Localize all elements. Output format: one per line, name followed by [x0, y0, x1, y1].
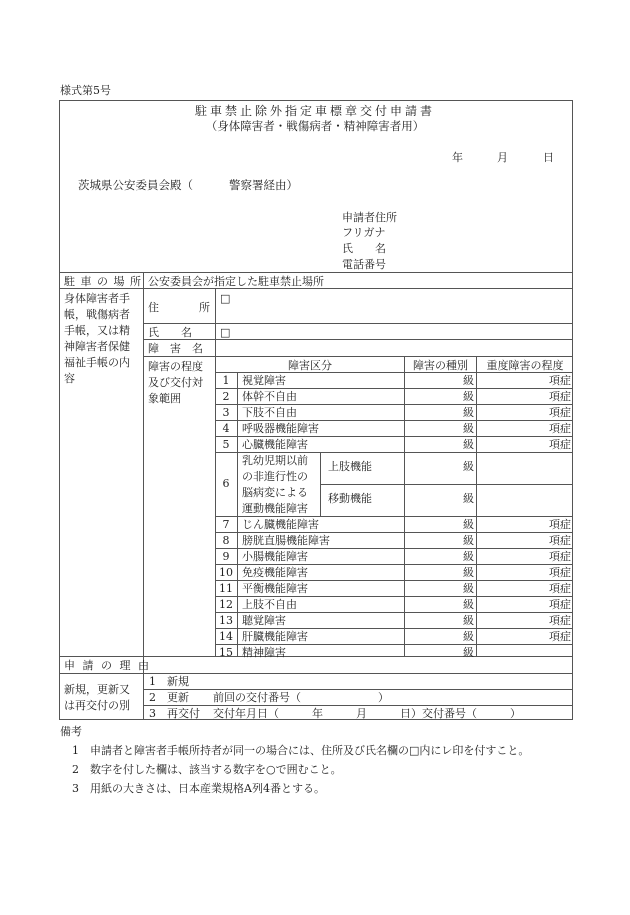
row-grade[interactable]: 級: [463, 566, 474, 579]
reason-label: 申 請 の 理 由: [64, 659, 151, 672]
row-name-line: の非進行性の: [242, 470, 308, 483]
degree-label-line: 象範囲: [148, 392, 181, 405]
addressee-prefix: 茨城県公安委員会殿（: [78, 178, 193, 192]
date-day[interactable]: 日: [543, 151, 554, 164]
grid-hline: [215, 420, 573, 421]
row-number: 9: [222, 550, 230, 563]
row-grade[interactable]: 級: [463, 630, 474, 643]
row-grade[interactable]: 級: [463, 598, 474, 611]
row-grade[interactable]: 級: [463, 550, 474, 563]
disability-name-label: 障 害 名: [148, 342, 203, 355]
row-number: 1: [222, 374, 230, 387]
handbook-label-line: 帳，戦傷病者: [64, 308, 130, 321]
grid-hline: [215, 564, 573, 565]
row-severity[interactable]: 項症: [549, 566, 571, 579]
row-name: 小腸機能障害: [242, 550, 308, 563]
option-detail[interactable]: 前回の交付番号（ ）: [213, 691, 389, 704]
grid-hline: [59, 272, 573, 273]
application-type-label-line2: は再交付の別: [64, 699, 130, 712]
note-text: 用紙の大きさは、日本産業規格A列4番とする。: [90, 782, 325, 795]
note-text: 申請者と障害者手帳所持者が同一の場合には、住所及び氏名欄の□内にレ印を付すこと。: [90, 744, 530, 757]
parking-place-value: 公安委員会が指定した駐車禁止場所: [148, 275, 324, 288]
grid-hline: [215, 532, 573, 533]
handbook-label-line: 身体障害者手: [64, 292, 130, 305]
applicant-address-label: 申請者住所: [342, 211, 397, 224]
note-text: 数字を付した欄は、該当する数字を○で囲むこと。: [90, 763, 342, 776]
row-name: 聴覚障害: [242, 614, 286, 627]
row-number: 8: [222, 534, 230, 547]
row-name-line: 脳病変による: [242, 486, 308, 499]
grid-hline: [59, 673, 573, 674]
row-name: 呼吸器機能障害: [242, 422, 319, 435]
row-name: 免疫機能障害: [242, 566, 308, 579]
grid-hline: [215, 452, 573, 453]
row-number: 5: [222, 438, 230, 451]
handbook-address-label: 住 所: [148, 301, 210, 314]
row-name: 肝臓機能障害: [242, 630, 308, 643]
row-grade[interactable]: 級: [463, 646, 474, 659]
row-sub-name: 上肢機能: [328, 460, 372, 473]
parking-place-label: 駐 車 の 場 所: [64, 275, 142, 288]
row-number: 10: [219, 566, 233, 579]
header-category: 障害区分: [288, 359, 332, 372]
row-number: 4: [222, 422, 230, 435]
note-number: 3: [72, 782, 79, 795]
note-number: 2: [72, 763, 79, 776]
row-severity[interactable]: 項症: [549, 550, 571, 563]
form-number: 様式第5号: [60, 84, 111, 97]
degree-label-line: 障害の程度: [148, 360, 203, 373]
row-severity[interactable]: 項症: [549, 422, 571, 435]
grid-vline: [143, 272, 144, 720]
row-number: 15: [219, 646, 233, 659]
form-title: 駐車禁止除外指定車標章交付申請書: [194, 104, 435, 118]
row-grade[interactable]: 級: [463, 518, 474, 531]
row-number: 2: [222, 390, 230, 403]
handbook-label-line: 容: [64, 372, 75, 385]
grid-hline: [143, 356, 573, 357]
date-month[interactable]: 月: [497, 151, 508, 164]
header-severity: 重度障害の程度: [486, 359, 564, 372]
option-label[interactable]: 新規: [167, 675, 189, 688]
row-grade[interactable]: 級: [463, 406, 474, 419]
row-severity[interactable]: 項症: [549, 518, 571, 531]
grid-hline: [143, 689, 573, 690]
degree-label-line: 及び交付対: [148, 376, 203, 389]
date-year[interactable]: 年: [452, 151, 463, 164]
row-number: 12: [219, 598, 233, 611]
option-number[interactable]: 2: [149, 691, 156, 704]
row-number: 3: [222, 406, 230, 419]
row-name: 視覚障害: [242, 374, 286, 387]
row-grade[interactable]: 級: [463, 460, 474, 473]
option-detail[interactable]: 交付年月日（ 年 月 日）交付番号（ ）: [213, 707, 521, 720]
grid-hline: [215, 388, 573, 389]
grid-hline: [215, 372, 573, 373]
grid-hline: [215, 404, 573, 405]
row-severity[interactable]: 項症: [549, 374, 571, 387]
row-severity[interactable]: 項症: [549, 390, 571, 403]
grid-hline: [215, 628, 573, 629]
grid-hline: [59, 288, 573, 289]
option-number[interactable]: 3: [149, 707, 156, 720]
row-number: 13: [219, 614, 233, 627]
grid-vline: [237, 372, 238, 656]
row-name: 心臓機能障害: [242, 438, 308, 451]
option-number[interactable]: 1: [149, 675, 156, 688]
handbook-address-checkbox[interactable]: □: [220, 292, 231, 305]
addressee: [78, 180, 298, 192]
notes-heading: 備考: [60, 725, 82, 738]
grid-hline: [215, 516, 573, 517]
row-name: 膀胱直腸機能障害: [242, 534, 330, 547]
option-label[interactable]: 更新: [167, 691, 189, 704]
row-severity[interactable]: 項症: [549, 438, 571, 451]
addressee-suffix: 警察署経由）: [229, 178, 298, 192]
row-name-line: 運動機能障害: [242, 502, 308, 515]
row-grade[interactable]: 級: [463, 374, 474, 387]
handbook-label-line: 手帳，又は精: [64, 324, 130, 337]
grid-hline: [215, 644, 573, 645]
row-name-line: 乳幼児期以前: [242, 454, 308, 467]
row-grade[interactable]: 級: [463, 582, 474, 595]
row-grade[interactable]: 級: [463, 438, 474, 451]
handbook-label-line: 福祉手帳の内: [64, 356, 130, 369]
grid-hline: [215, 612, 573, 613]
row-number: 14: [219, 630, 233, 643]
applicant-name-label: 氏 名: [342, 242, 386, 255]
form-subtitle: （身体障害者・戦傷病者・精神障害者用）: [205, 119, 425, 133]
grid-vline: [476, 356, 477, 656]
row-grade[interactable]: 級: [463, 492, 474, 505]
handbook-name-label: 氏 名: [148, 326, 192, 339]
header-type: 障害の種別: [413, 359, 468, 372]
row-name: 精神障害: [242, 646, 286, 659]
grid-hline: [215, 548, 573, 549]
row-number: 6: [222, 477, 230, 490]
row-severity[interactable]: 項症: [549, 614, 571, 627]
row-name: 下肢不自由: [242, 406, 297, 419]
reason-field[interactable]: [144, 657, 572, 672]
row-name: 上肢不自由: [242, 598, 297, 611]
row-severity[interactable]: 項症: [549, 534, 571, 547]
row-number: 11: [219, 582, 233, 595]
note-number: 1: [72, 744, 79, 757]
grid-hline: [143, 323, 573, 324]
grid-vline: [404, 356, 405, 656]
grid-hline: [143, 705, 573, 706]
row-grade[interactable]: 級: [463, 390, 474, 403]
row-grade[interactable]: 級: [463, 614, 474, 627]
application-type-label-line1: 新規，更新又: [64, 683, 130, 696]
row-grade[interactable]: 級: [463, 534, 474, 547]
disability-name-field[interactable]: [216, 340, 572, 355]
row-severity[interactable]: 項症: [549, 406, 571, 419]
grid-vline: [320, 452, 321, 516]
applicant-phone-label: 電話番号: [342, 258, 386, 271]
row-severity[interactable]: 項症: [549, 598, 571, 611]
row-name: 平衡機能障害: [242, 582, 308, 595]
row-number: 7: [222, 518, 230, 531]
applicant-furigana-label: フリガナ: [342, 226, 386, 239]
row-name: 体幹不自由: [242, 390, 297, 403]
grid-hline: [215, 580, 573, 581]
row-sub-name: 移動機能: [328, 492, 372, 505]
row-severity[interactable]: 項症: [549, 630, 571, 643]
grid-hline: [215, 596, 573, 597]
option-label[interactable]: 再交付: [167, 707, 200, 720]
grid-hline: [320, 484, 573, 485]
handbook-name-checkbox[interactable]: □: [220, 326, 231, 339]
grid-hline: [215, 436, 573, 437]
row-name: じん臓機能障害: [242, 518, 319, 531]
row-grade[interactable]: 級: [463, 422, 474, 435]
row-severity[interactable]: 項症: [549, 582, 571, 595]
handbook-label-line: 神障害者保健: [64, 340, 130, 353]
